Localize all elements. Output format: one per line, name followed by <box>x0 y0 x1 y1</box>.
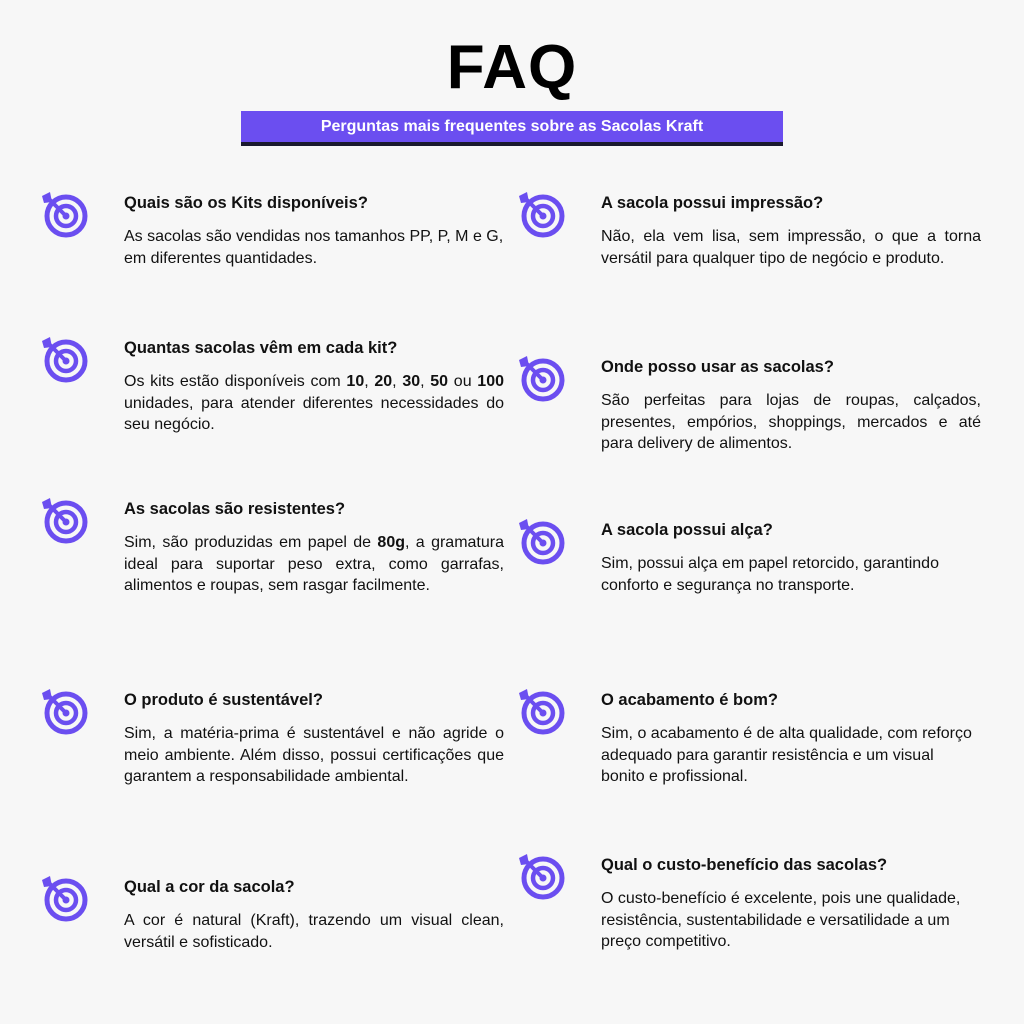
faq-answer: Sim, a matéria-prima é sustentável e não agride o meio ambiente. Além disso, possui certificações que garantem a responsabilidade ambiental. <box>124 725 504 785</box>
faq-answer: Os kits estão disponíveis com 10, 20, 30, 50 ou 100 unidades, para atender diferentes necessidades do seu negócio. <box>124 373 504 433</box>
faq-item-cor <box>124 876 504 953</box>
faq-question: O produto é sustentável? <box>124 691 323 709</box>
faq-answer: As sacolas são vendidas nos tamanhos PP, P, M e G, em diferentes quantidades. <box>124 228 504 267</box>
faq-answer: O custo-benefício é excelente, pois une qualidade, resistência, sustentabilidade e versatilidade a um preço competitivo. <box>601 890 961 950</box>
faq-item-sustentavel <box>124 689 504 788</box>
faq-item-impressao <box>601 192 981 269</box>
faq-question: Onde posso usar as sacolas? <box>601 358 834 376</box>
target-arrow-icon <box>40 190 88 238</box>
target-arrow-icon <box>517 517 565 565</box>
faq-answer: Não, ela vem lisa, sem impressão, o que a torna versátil para qualquer tipo de negócio e produto. <box>601 228 981 267</box>
faq-answer: São perfeitas para lojas de roupas, calçados, presentes, empórios, shoppings, mercados e até para delivery de alimentos. <box>601 392 981 452</box>
faq-question: A sacola possui impressão? <box>601 194 824 212</box>
target-arrow-icon <box>40 687 88 735</box>
faq-question: Qual a cor da sacola? <box>124 878 295 896</box>
faq-item-kits <box>124 192 504 269</box>
target-arrow-icon <box>40 335 88 383</box>
faq-question: Qual o custo-benefício das sacolas? <box>601 856 888 874</box>
faq-question: Quantas sacolas vêm em cada kit? <box>124 339 398 357</box>
faq-item-quantidade <box>124 337 504 436</box>
page-title: FAQ <box>446 33 578 102</box>
faq-question: As sacolas são resistentes? <box>124 500 346 518</box>
target-arrow-icon <box>40 496 88 544</box>
target-arrow-icon <box>517 354 565 402</box>
faq-question: A sacola possui alça? <box>601 521 773 539</box>
faq-answer: Sim, são produzidas em papel de 80g, a gramatura ideal para suportar peso extra, como garrafas, alimentos e roupas, sem rasgar facilmente. <box>124 534 504 594</box>
faq-answer: A cor é natural (Kraft), trazendo um visual clean, versátil e sofisticado. <box>124 912 504 951</box>
subtitle-text: Perguntas mais frequentes sobre as Sacolas Kraft <box>320 117 704 135</box>
faq-question: O acabamento é bom? <box>601 691 778 709</box>
target-arrow-icon <box>517 190 565 238</box>
faq-question: Quais são os Kits disponíveis? <box>124 194 368 212</box>
target-arrow-icon <box>40 874 88 922</box>
faq-item-acabamento <box>601 689 981 788</box>
faq-item-custo-beneficio <box>601 854 981 953</box>
faq-item-alca <box>601 519 981 596</box>
faq-answer: Sim, o acabamento é de alta qualidade, com reforço adequado para garantir resistência e um visual bonito e profissional. <box>601 725 972 785</box>
subtitle-banner <box>241 111 783 146</box>
faq-item-uso <box>601 356 981 455</box>
faq-item-resistencia <box>124 498 504 597</box>
target-arrow-icon <box>517 852 565 900</box>
faq-answer: Sim, possui alça em papel retorcido, garantindo conforto e segurança no transporte. <box>601 555 939 594</box>
target-arrow-icon <box>517 687 565 735</box>
